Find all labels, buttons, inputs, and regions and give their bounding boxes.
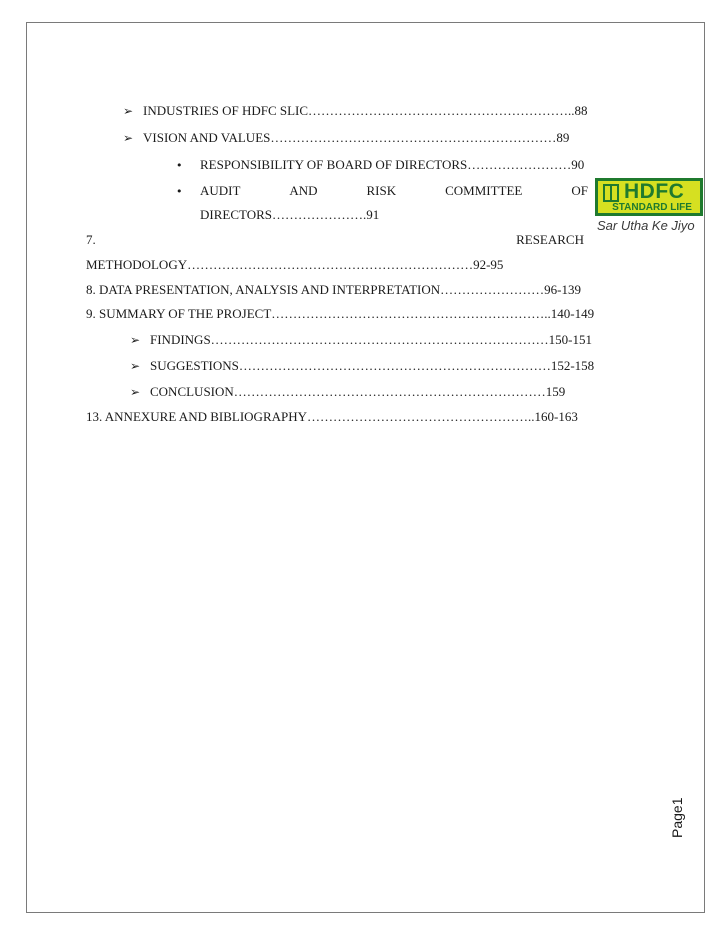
toc-entry-audit: AUDIT AND RISK COMMITTEE OF [200, 183, 588, 198]
toc-entry-findings: ➢ FINDINGS……………………………………………………………………150-151 [130, 332, 592, 347]
dot-bullet-icon: • [176, 185, 183, 198]
toc-entry-methodology: METHODOLOGY…………………………………………………………92-95 [86, 257, 504, 272]
arrow-bullet-icon: ➢ [123, 104, 134, 118]
page-number: Page1 [669, 797, 685, 838]
door-icon [603, 184, 619, 202]
arrow-bullet-icon: ➢ [130, 359, 141, 373]
toc-entry-conclusion: ➢ CONCLUSION………………………………………………………………159 [130, 384, 566, 399]
toc-entry-annexure: 13. ANNEXURE AND BIBLIOGRAPHY……………………………………………..160-163 [86, 409, 578, 424]
toc-entry-responsibility: • RESPONSIBILITY OF BOARD OF DIRECTORS……………………90 [176, 157, 585, 172]
toc-entry-industries: ➢ INDUSTRIES OF HDFC SLIC……………………………………………………..88 [123, 103, 588, 118]
toc-entry-vision: ➢ VISION AND VALUES…………………………………………………………89 [123, 130, 570, 145]
hdfc-logo [595, 178, 705, 236]
dot-bullet-icon: • [176, 159, 183, 172]
toc-entry-directors: DIRECTORS………………….91 [200, 207, 380, 222]
logo-brand: HDFC [624, 180, 685, 203]
toc-entry-research: 7. RESEARCH [86, 232, 584, 247]
arrow-bullet-icon: ➢ [130, 333, 141, 347]
arrow-bullet-icon: ➢ [123, 131, 134, 145]
toc-entry-audit-bullet [176, 183, 200, 200]
toc-entry-data-presentation: 8. DATA PRESENTATION, ANALYSIS AND INTERPRETATION……………………96-139 [86, 282, 581, 297]
toc-entry-suggestions: ➢ SUGGESTIONS………………………………………………………………152-158 [130, 358, 595, 373]
arrow-bullet-icon: ➢ [130, 385, 141, 399]
logo-box [595, 178, 703, 216]
logo-tagline: Sar Utha Ke Jiyo [597, 218, 695, 233]
page-border [26, 22, 705, 913]
toc-entry-summary: 9. SUMMARY OF THE PROJECT………………………………………………………..140-149 [86, 306, 595, 321]
logo-subtitle: STANDARD LIFE [612, 202, 692, 213]
